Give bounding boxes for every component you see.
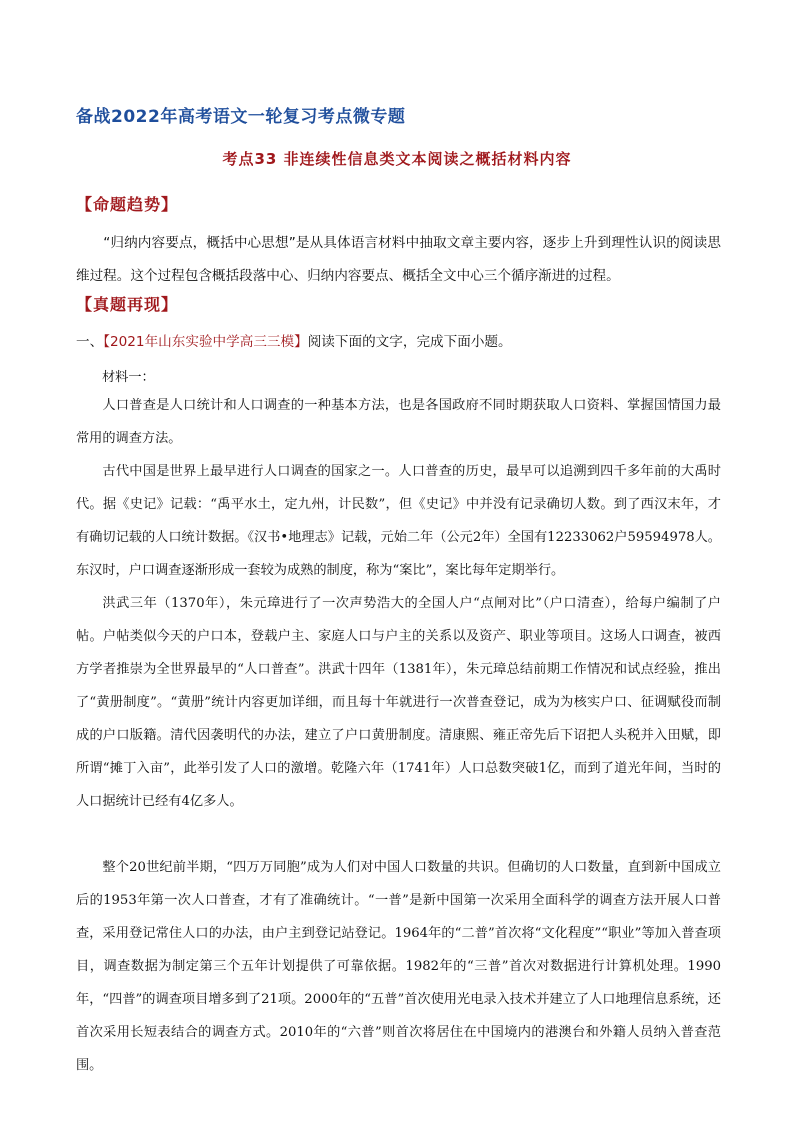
material-paragraph-4: 整个20世纪前半期，“四万万同胞”成为人们对中国人口数量的共识。但确切的人口数量，直到新中国成立后的1953年第一次人口普查，才有了准确统计。“一普”是新中国第一次采用全面科学的调查方法开展人口普查，采用登记常住人口的办法，由户主到登记站登记。1964年的“二普”首次将“文化程度”“职业”等加入普查项目，调查数据为制定第三个五年计划提供了可靠依据。1982年的“三普”首次对数据进行计算机处理。1990年，“四普”的调查项目增多到了21项。2000年的“五普”首次使用光电录入技术并建立了人口地理信息系统，还首次采用长短表结合的调查方式。2010年的“六普”则首次将居住在中国境内的港澳台和外籍人员纳入普查范围。 xyxy=(76,860,721,1073)
trend-paragraph: “归纳内容要点，概括中心思想”是从具体语言材料中抽取文章主要内容，逐步上升到理性认识的阅读思维过程。这个过程包含概括段落中心、归纳内容要点、概括全文中心三个循序渐进的过程。 xyxy=(76,235,721,284)
section-heading-trend: 【命题趋势】 xyxy=(76,195,179,214)
question-source: 【2021年山东实验中学高三三模】 xyxy=(103,334,308,350)
material-paragraph-1: 人口普查是人口统计和人口调查的一种基本方法，也是各国政府不同时期获取人口资料、掌握国情国力最常用的调查方法。 xyxy=(76,398,721,446)
material-label: 材料一： xyxy=(102,370,155,385)
material-paragraph-3: 洪武三年（1370年），朱元璋进行了一次声势浩大的全国人户“点闸对比”（户口清查），给每户编制了户帖。户帖类似今天的户口本，登载户主、家庭人口与户主的关系以及资产、职业等项目。这场人口调查，被西方学者推崇为全世界最早的“人口普查”。洪武十四年（1381年），朱元璋总结前期工作情况和试点经验，推出了“黄册制度”。“黄册”统计内容更加详细，而且每十年就进行一次普查登记，成为为核实户口、征调赋役而制成的户口版籍。清代因袭明代的办法，建立了户口黄册制度。清康熙、雍正帝先后下诏把人头税并入田赋，即所谓“摊丁入亩”，此举引发了人口的激增。乾隆六年（1741年）人口总数突破1亿，而到了道光年间，当时的人口据统计已经有4亿多人。 xyxy=(76,596,721,809)
material-paragraph-2: 古代中国是世界上最早进行人口调查的国家之一。人口普查的历史，最早可以追溯到四千多年前的大禹时代。据《史记》记载：“禹平水土，定九州，计民数”，但《史记》中并没有记录确切人数。到了西汉末年，才有确切记载的人口统计数据。《汉书•地理志》记载，元始二年（公元2年）全国有12233062户59594978人。东汉时，户口调查逐渐形成一套较为成熟的制度，称为“案比”，案比每年定期举行。 xyxy=(76,464,721,578)
section-heading-real-questions: 【真题再现】 xyxy=(76,295,179,314)
question-intro xyxy=(76,330,512,350)
document-title: 备战2022年高考语文一轮复习考点微专题 xyxy=(76,107,406,127)
question-number: 一、 xyxy=(76,334,104,350)
topic-title: 考点33 非连续性信息类文本阅读之概括材料内容 xyxy=(222,150,572,168)
question-instruction: 阅读下面的文字，完成下面小题。 xyxy=(307,334,512,350)
